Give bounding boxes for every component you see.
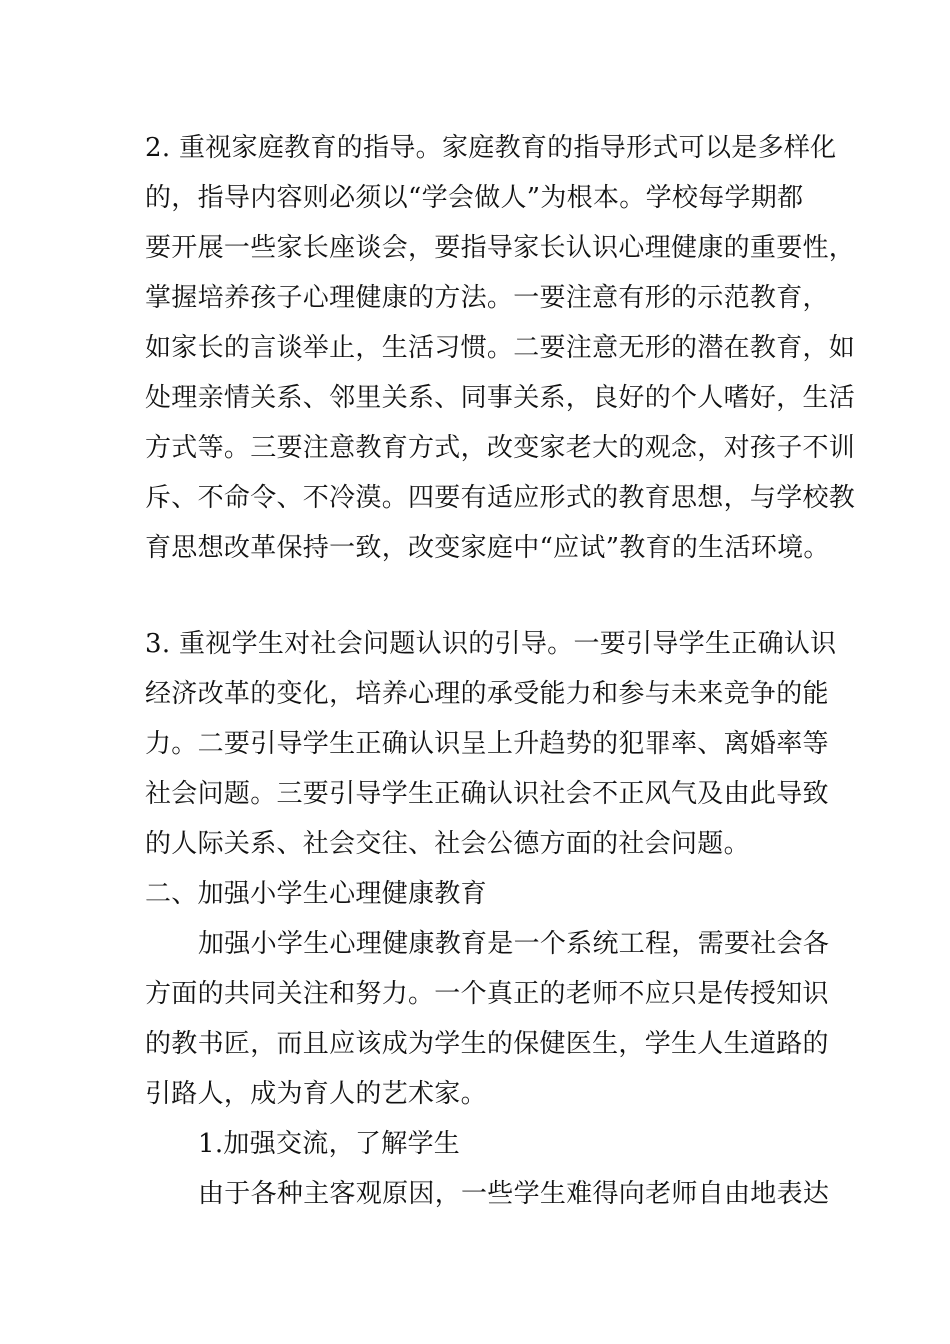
text-line: 由于各种主客观原因，一些学生难得向老师自由地表达 <box>198 1179 830 1209</box>
text-line: 的，指导内容则必须以“学会做人”为根本。学校每学期都 <box>145 183 804 213</box>
text-line: 要开展一些家长座谈会，要指导家长认识心理健康的重要性， <box>145 233 856 263</box>
text-line: 的教书匠，而且应该成为学生的保健医生，学生人生道路的 <box>145 1029 829 1059</box>
subsection-heading: 1.加强交流，了解学生 <box>198 1129 461 1159</box>
text-line: 经济改革的变化，培养心理的承受能力和参与未来竞争的能 <box>145 679 829 709</box>
text-line: 加强小学生心理健康教育是一个系统工程，需要社会各 <box>198 929 830 959</box>
text-line: 2. 重视家庭教育的指导。家庭教育的指导形式可以是多样化 <box>145 133 837 163</box>
text-line: 斥、不命令、不冷漠。四要有适应形式的教育思想，与学校教 <box>145 483 856 513</box>
text-line: 方式等。三要注意教育方式，改变家老大的观念，对孩子不训 <box>145 433 856 463</box>
text-line: 3. 重视学生对社会问题认识的引导。一要引导学生正确认识 <box>145 629 837 659</box>
text-line: 如家长的言谈举止，生活习惯。二要注意无形的潜在教育，如 <box>145 333 856 363</box>
text-line: 引路人，成为育人的艺术家。 <box>145 1079 487 1109</box>
text-line: 育思想改革保持一致，改变家庭中“应试”教育的生活环境。 <box>145 533 830 563</box>
text-line: 方面的共同关注和努力。一个真正的老师不应只是传授知识 <box>145 979 829 1009</box>
section-heading: 二、加强小学生心理健康教育 <box>145 879 487 909</box>
text-line: 的人际关系、社会交往、社会公德方面的社会问题。 <box>145 829 750 859</box>
text-line: 力。二要引导学生正确认识呈上升趋势的犯罪率、离婚率等 <box>145 729 829 759</box>
text-line: 社会问题。三要引导学生正确认识社会不正风气及由此导致 <box>145 779 829 809</box>
text-line: 掌握培养孩子心理健康的方法。一要注意有形的示范教育， <box>145 283 829 313</box>
text-line: 处理亲情关系、邻里关系、同事关系，良好的个人嗜好，生活 <box>145 383 856 413</box>
